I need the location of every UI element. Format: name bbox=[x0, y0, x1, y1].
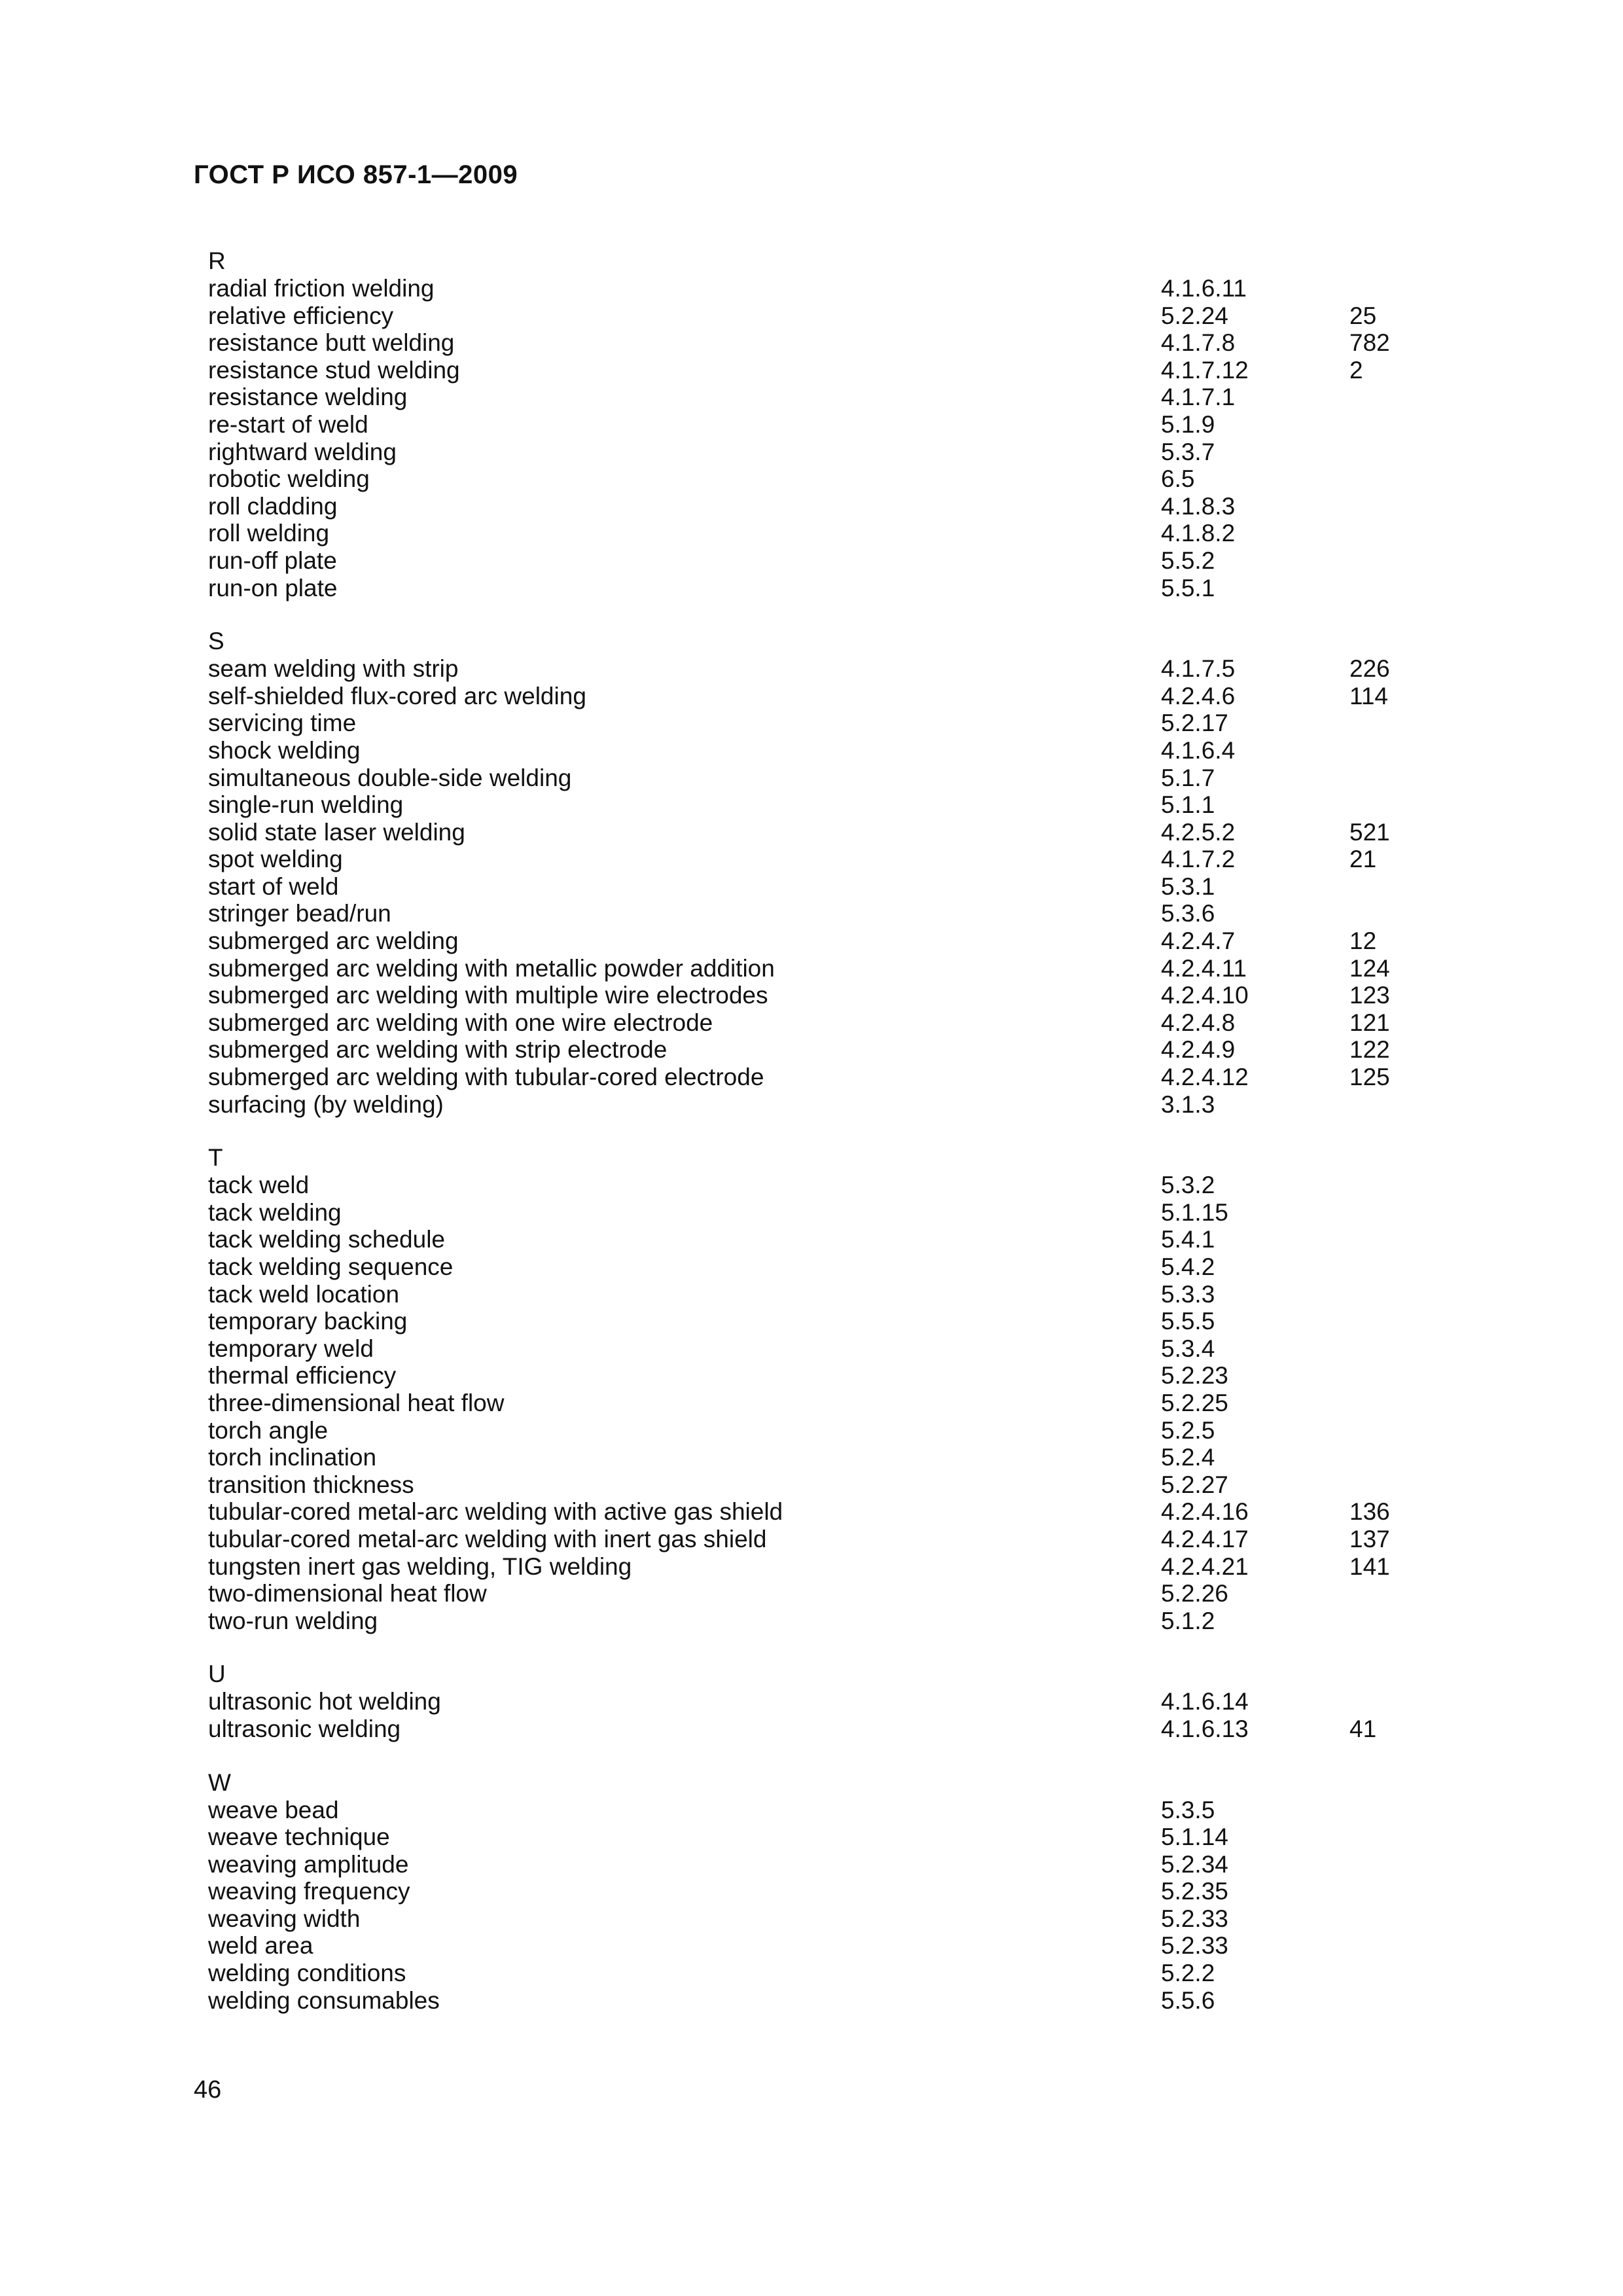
index-entry bbox=[208, 439, 1452, 466]
index-entry bbox=[208, 1444, 1452, 1471]
entry-term: robotic welding bbox=[208, 465, 370, 493]
entry-reference: 4.2.4.6 bbox=[1161, 682, 1236, 709]
entry-term: submerged arc welding bbox=[208, 927, 459, 955]
entry-reference: 5.2.33 bbox=[1161, 1932, 1228, 1960]
entry-process-code: 121 bbox=[1349, 1009, 1390, 1036]
entry-term: submerged arc welding with tubular-cored electrode bbox=[208, 1064, 764, 1091]
entry-process-code: 125 bbox=[1349, 1064, 1390, 1091]
entry-process-code: 41 bbox=[1349, 1715, 1377, 1742]
index-entry bbox=[208, 1253, 1452, 1281]
entry-reference: 4.1.8.3 bbox=[1161, 492, 1236, 520]
index-entry bbox=[208, 846, 1452, 873]
entry-term: resistance butt welding bbox=[208, 329, 455, 357]
entry-term: tack welding bbox=[208, 1198, 342, 1226]
entry-process-code: 123 bbox=[1349, 982, 1390, 1009]
entry-term: submerged arc welding with multiple wire electrodes bbox=[208, 982, 768, 1009]
entry-reference: 5.5.5 bbox=[1161, 1308, 1215, 1335]
entry-term: roll cladding bbox=[208, 492, 338, 520]
entry-reference: 5.2.35 bbox=[1161, 1878, 1228, 1905]
entry-process-code: 2 bbox=[1349, 356, 1363, 384]
index-section bbox=[208, 247, 1452, 601]
entry-reference: 6.5 bbox=[1161, 465, 1195, 493]
entry-process-code: 12 bbox=[1349, 927, 1377, 955]
entry-process-code: 226 bbox=[1349, 655, 1390, 683]
entry-term: tubular-cored metal-arc welding with active gas shield bbox=[208, 1498, 783, 1526]
index-entry bbox=[208, 547, 1452, 575]
page-number: 46 bbox=[194, 2076, 222, 2104]
entry-term: submerged arc welding with metallic powder addition bbox=[208, 954, 775, 982]
entry-reference: 5.2.34 bbox=[1161, 1850, 1228, 1878]
index-section bbox=[208, 1660, 1452, 1742]
entry-term: two-dimensional heat flow bbox=[208, 1580, 487, 1607]
section-letter: U bbox=[208, 1660, 226, 1688]
document-header: ГОСТ Р ИСО 857-1—2009 bbox=[194, 160, 518, 189]
index-entry bbox=[208, 1987, 1452, 2015]
entry-reference: 4.2.4.16 bbox=[1161, 1498, 1249, 1526]
entry-reference: 4.1.7.12 bbox=[1161, 356, 1249, 384]
entry-reference: 4.1.8.2 bbox=[1161, 520, 1236, 547]
entry-reference: 5.2.17 bbox=[1161, 709, 1228, 737]
entry-term: start of weld bbox=[208, 872, 339, 900]
index-entry bbox=[208, 683, 1452, 710]
entry-reference: 5.3.2 bbox=[1161, 1172, 1215, 1199]
index-entry bbox=[208, 329, 1452, 357]
entry-term: run-off plate bbox=[208, 547, 337, 574]
index-entry bbox=[208, 955, 1452, 982]
entry-reference: 4.1.7.1 bbox=[1161, 384, 1236, 411]
entry-process-code: 114 bbox=[1349, 682, 1388, 709]
entry-term: radial friction welding bbox=[208, 275, 435, 302]
index-entry bbox=[208, 1905, 1452, 1933]
entry-reference: 5.2.24 bbox=[1161, 302, 1228, 329]
entry-term: tungsten inert gas welding, TIG welding bbox=[208, 1552, 632, 1580]
index-entry bbox=[208, 1580, 1452, 1607]
index-entry bbox=[208, 357, 1452, 384]
entry-term: weld area bbox=[208, 1932, 313, 1960]
entry-reference: 4.2.4.12 bbox=[1161, 1064, 1249, 1091]
index-entry bbox=[208, 900, 1452, 927]
entry-reference: 4.2.5.2 bbox=[1161, 818, 1236, 846]
index-entry bbox=[208, 819, 1452, 846]
entry-term: transition thickness bbox=[208, 1471, 414, 1498]
entry-reference: 4.2.4.10 bbox=[1161, 982, 1249, 1009]
entry-term: ultrasonic hot welding bbox=[208, 1688, 441, 1715]
entry-reference: 4.1.6.13 bbox=[1161, 1715, 1249, 1742]
entry-process-code: 141 bbox=[1349, 1552, 1390, 1580]
entry-term: stringer bead/run bbox=[208, 900, 391, 927]
entry-reference: 5.3.3 bbox=[1161, 1280, 1215, 1308]
entry-term: surfacing (by welding) bbox=[208, 1090, 444, 1118]
entry-term: relative efficiency bbox=[208, 302, 394, 329]
entry-term: temporary backing bbox=[208, 1308, 408, 1335]
entry-process-code: 25 bbox=[1349, 302, 1377, 329]
entry-term: single-run welding bbox=[208, 791, 404, 819]
entry-reference: 4.2.4.17 bbox=[1161, 1525, 1249, 1552]
index-entry bbox=[208, 1823, 1452, 1851]
index-entry bbox=[208, 575, 1452, 602]
entry-term: weaving width bbox=[208, 1905, 361, 1932]
entry-term: submerged arc welding with one wire electrode bbox=[208, 1009, 713, 1036]
entry-term: three-dimensional heat flow bbox=[208, 1389, 505, 1416]
entry-term: servicing time bbox=[208, 709, 357, 737]
entry-term: tack welding schedule bbox=[208, 1226, 445, 1253]
index-entry bbox=[208, 709, 1452, 737]
index-entry bbox=[208, 1009, 1452, 1037]
entry-reference: 5.2.23 bbox=[1161, 1362, 1228, 1390]
entry-reference: 5.1.7 bbox=[1161, 764, 1215, 791]
entry-reference: 5.5.1 bbox=[1161, 574, 1215, 601]
entry-reference: 5.3.7 bbox=[1161, 438, 1215, 465]
entry-reference: 5.3.1 bbox=[1161, 872, 1215, 900]
section-spacer bbox=[208, 601, 1452, 628]
entry-term: weave bead bbox=[208, 1796, 339, 1823]
index-entry bbox=[208, 737, 1452, 764]
entry-reference: 5.2.5 bbox=[1161, 1416, 1215, 1444]
entry-reference: 5.2.25 bbox=[1161, 1389, 1228, 1416]
index-entry bbox=[208, 764, 1452, 792]
index-entry bbox=[208, 1417, 1452, 1444]
entry-term: thermal efficiency bbox=[208, 1362, 397, 1390]
index-entry bbox=[208, 1607, 1452, 1635]
entry-term: submerged arc welding with strip electrode bbox=[208, 1036, 668, 1064]
index-entry bbox=[208, 1797, 1452, 1824]
index-entry bbox=[208, 1851, 1452, 1878]
index-entry bbox=[208, 1498, 1452, 1526]
entry-reference: 4.2.4.7 bbox=[1161, 927, 1236, 955]
entry-reference: 5.1.1 bbox=[1161, 791, 1215, 819]
entry-term: resistance stud welding bbox=[208, 356, 460, 384]
index-entry bbox=[208, 927, 1452, 955]
entry-reference: 4.2.4.9 bbox=[1161, 1036, 1236, 1064]
index-entry bbox=[208, 1960, 1452, 1987]
alphabetical-index bbox=[208, 247, 1452, 2014]
index-entry bbox=[208, 1390, 1452, 1417]
index-entry bbox=[208, 1362, 1452, 1390]
entry-reference: 5.2.33 bbox=[1161, 1905, 1228, 1932]
index-entry bbox=[208, 1281, 1452, 1308]
entry-reference: 3.1.3 bbox=[1161, 1090, 1215, 1118]
index-entry bbox=[208, 982, 1452, 1009]
entry-term: solid state laser welding bbox=[208, 818, 465, 846]
entry-term: resistance welding bbox=[208, 384, 408, 411]
entry-reference: 5.5.6 bbox=[1161, 1986, 1215, 2014]
entry-reference: 5.3.5 bbox=[1161, 1796, 1215, 1823]
entry-term: shock welding bbox=[208, 736, 361, 764]
section-letter: R bbox=[208, 247, 226, 274]
entry-process-code: 782 bbox=[1349, 329, 1390, 357]
index-entry bbox=[208, 411, 1452, 439]
section-letter: S bbox=[208, 628, 224, 655]
entry-term: torch inclination bbox=[208, 1444, 377, 1471]
index-entry bbox=[208, 1091, 1452, 1119]
index-entry bbox=[208, 1308, 1452, 1335]
entry-term: roll welding bbox=[208, 520, 330, 547]
entry-term: two-run welding bbox=[208, 1607, 378, 1634]
entry-term: simultaneous double-side welding bbox=[208, 764, 572, 791]
entry-term: welding conditions bbox=[208, 1960, 406, 1987]
entry-process-code: 521 bbox=[1349, 818, 1390, 846]
entry-term: weaving amplitude bbox=[208, 1850, 409, 1878]
index-entry bbox=[208, 791, 1452, 819]
section-letter: T bbox=[208, 1144, 223, 1172]
index-entry bbox=[208, 1932, 1452, 1960]
index-section bbox=[208, 628, 1452, 1118]
entry-reference: 5.2.4 bbox=[1161, 1444, 1215, 1471]
index-entry bbox=[208, 1064, 1452, 1091]
entry-reference: 5.2.26 bbox=[1161, 1580, 1228, 1607]
entry-process-code: 136 bbox=[1349, 1498, 1390, 1526]
index-entry bbox=[208, 302, 1452, 330]
entry-term: weave technique bbox=[208, 1823, 390, 1851]
entry-reference: 5.2.2 bbox=[1161, 1960, 1215, 1987]
entry-reference: 5.5.2 bbox=[1161, 547, 1215, 574]
entry-term: re-start of weld bbox=[208, 410, 368, 438]
entry-reference: 5.2.27 bbox=[1161, 1471, 1228, 1498]
index-entry bbox=[208, 1172, 1452, 1199]
entry-reference: 5.4.1 bbox=[1161, 1226, 1215, 1253]
entry-reference: 4.1.7.8 bbox=[1161, 329, 1236, 357]
index-entry bbox=[208, 1878, 1452, 1905]
index-entry bbox=[208, 1688, 1452, 1715]
entry-term: tubular-cored metal-arc welding with inert gas shield bbox=[208, 1525, 767, 1552]
entry-process-code: 21 bbox=[1349, 846, 1377, 873]
entry-term: spot welding bbox=[208, 846, 343, 873]
index-entry bbox=[208, 493, 1452, 520]
index-entry bbox=[208, 1553, 1452, 1581]
entry-reference: 5.1.2 bbox=[1161, 1607, 1215, 1634]
index-entry bbox=[208, 1526, 1452, 1553]
entry-term: ultrasonic welding bbox=[208, 1715, 401, 1742]
section-spacer bbox=[208, 1743, 1452, 1769]
entry-process-code: 124 bbox=[1349, 954, 1390, 982]
entry-term: tack weld location bbox=[208, 1280, 400, 1308]
entry-term: weaving frequency bbox=[208, 1878, 410, 1905]
entry-reference: 4.2.4.8 bbox=[1161, 1009, 1236, 1036]
entry-term: seam welding with strip bbox=[208, 655, 459, 683]
index-entry bbox=[208, 1226, 1452, 1253]
index-entry bbox=[208, 275, 1452, 302]
entry-process-code: 122 bbox=[1349, 1036, 1390, 1064]
entry-reference: 5.4.2 bbox=[1161, 1253, 1215, 1280]
entry-term: tack weld bbox=[208, 1172, 310, 1199]
entry-reference: 4.2.4.11 bbox=[1161, 954, 1247, 982]
entry-process-code: 137 bbox=[1349, 1525, 1390, 1552]
index-entry bbox=[208, 1471, 1452, 1499]
index-entry bbox=[208, 1335, 1452, 1363]
entry-reference: 5.3.6 bbox=[1161, 900, 1215, 927]
section-letter: W bbox=[208, 1768, 231, 1796]
entry-term: temporary weld bbox=[208, 1335, 374, 1362]
index-entry bbox=[208, 655, 1452, 683]
entry-term: torch angle bbox=[208, 1416, 329, 1444]
index-entry bbox=[208, 465, 1452, 493]
entry-reference: 4.1.6.4 bbox=[1161, 736, 1236, 764]
index-entry bbox=[208, 384, 1452, 411]
index-entry bbox=[208, 1036, 1452, 1064]
entry-term: rightward welding bbox=[208, 438, 397, 465]
index-entry bbox=[208, 1715, 1452, 1743]
index-entry bbox=[208, 520, 1452, 547]
entry-reference: 5.1.15 bbox=[1161, 1198, 1228, 1226]
entry-reference: 4.1.7.5 bbox=[1161, 655, 1236, 683]
entry-reference: 4.1.6.11 bbox=[1161, 275, 1247, 302]
entry-term: run-on plate bbox=[208, 574, 338, 601]
index-section bbox=[208, 1144, 1452, 1634]
entry-reference: 4.2.4.21 bbox=[1161, 1552, 1249, 1580]
entry-reference: 5.3.4 bbox=[1161, 1335, 1215, 1362]
entry-reference: 5.1.14 bbox=[1161, 1823, 1228, 1851]
index-entry bbox=[208, 1199, 1452, 1227]
entry-reference: 4.1.6.14 bbox=[1161, 1688, 1249, 1715]
entry-reference: 5.1.9 bbox=[1161, 410, 1215, 438]
entry-reference: 4.1.7.2 bbox=[1161, 846, 1236, 873]
entry-term: self-shielded flux-cored arc welding bbox=[208, 682, 586, 709]
index-entry bbox=[208, 873, 1452, 901]
entry-term: tack welding sequence bbox=[208, 1253, 454, 1280]
index-section bbox=[208, 1769, 1452, 2015]
entry-term: welding consumables bbox=[208, 1986, 440, 2014]
section-spacer bbox=[208, 1118, 1452, 1144]
section-spacer bbox=[208, 1634, 1452, 1660]
